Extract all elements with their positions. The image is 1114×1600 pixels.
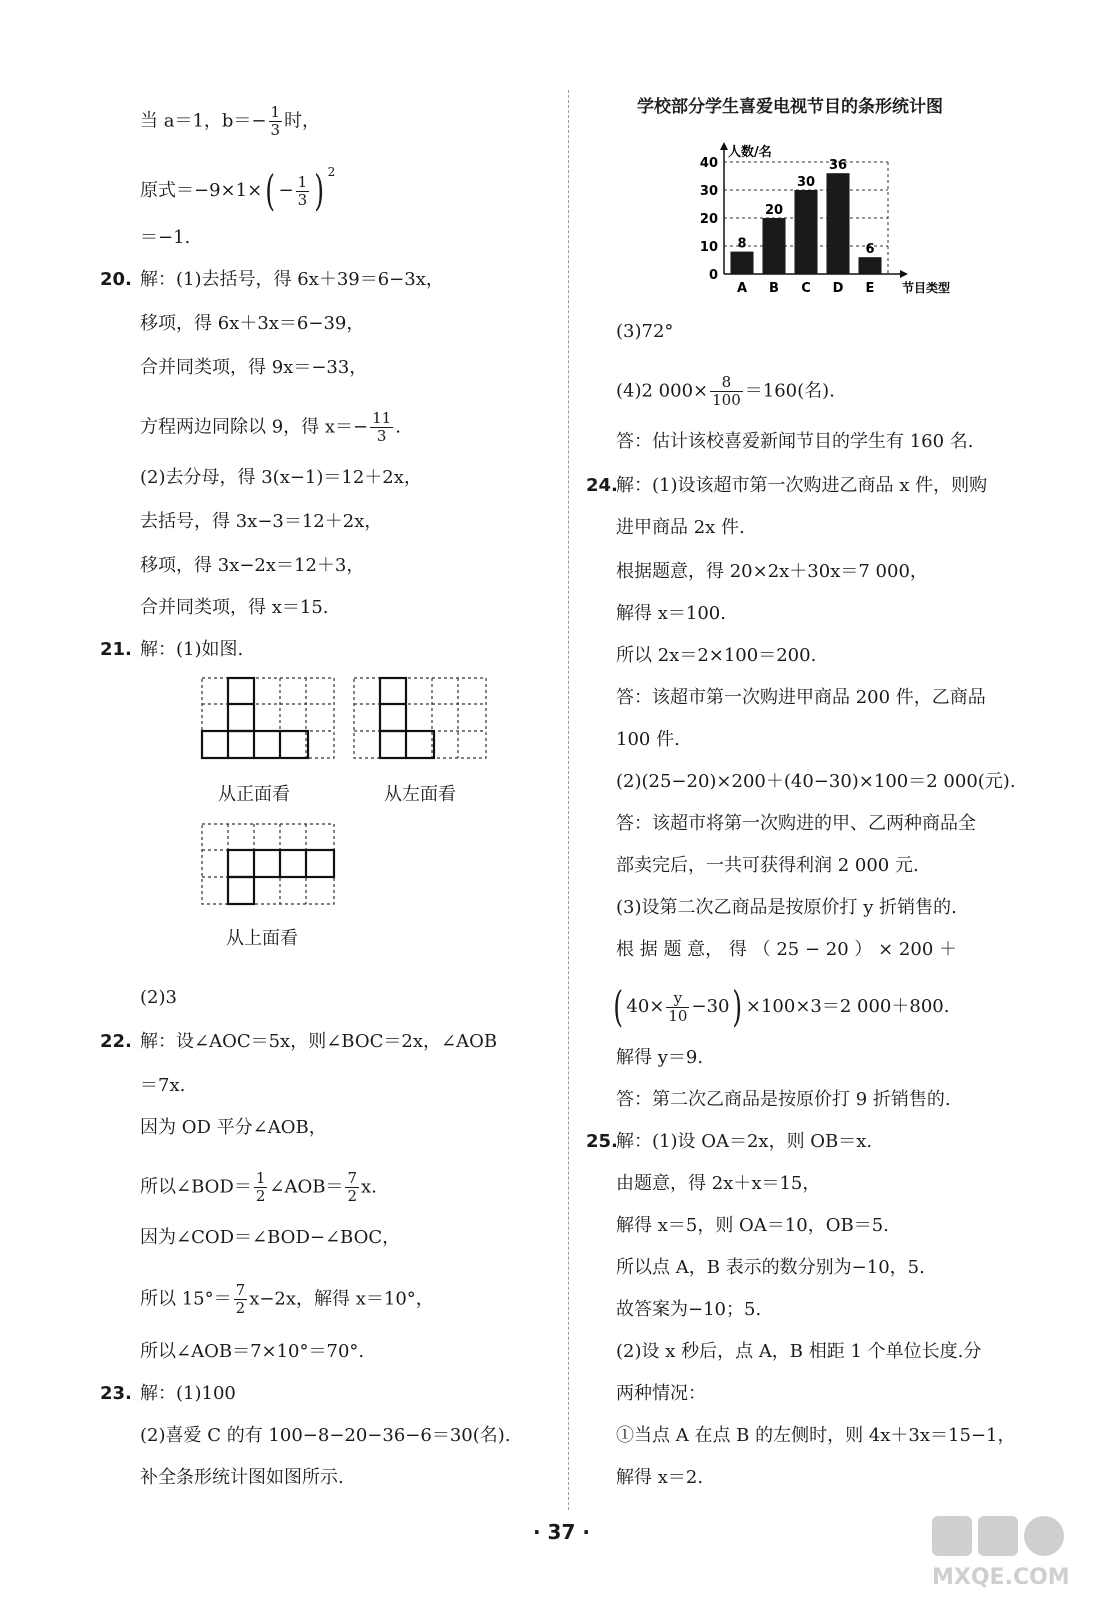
bar bbox=[826, 173, 849, 274]
question-number-21: 21. bbox=[100, 639, 132, 660]
bar-value-label: 8 bbox=[737, 236, 747, 252]
q24-line-13: ( 40× $\frac{y}{10}$ −30) ×100×3＝2 000＋800. bbox=[613, 982, 950, 1031]
question-number-22: 22. bbox=[100, 1031, 132, 1052]
chart-title: 学校部分学生喜爱电视节目的条形统计图 bbox=[637, 97, 943, 117]
q25-line-9: 解得 x＝2. bbox=[616, 1467, 704, 1488]
front-view-grid bbox=[200, 676, 340, 762]
q23-line-1: 解：(1)100 bbox=[140, 1383, 236, 1404]
q24-line-4: 解得 x＝100. bbox=[616, 603, 726, 624]
line-substitution bbox=[140, 104, 320, 139]
text: 当 a＝1，b＝− bbox=[140, 110, 267, 132]
q23-line-5: (4)2 000× $\frac{8}{100}$ ＝160(名). bbox=[616, 373, 835, 409]
q23-line-3: 补全条形统计图如图所示. bbox=[140, 1467, 344, 1488]
fraction: $\frac{1}{3}$ bbox=[270, 103, 281, 139]
svg-text:MXQE.COM: MXQE.COM bbox=[932, 1565, 1070, 1590]
bar-value-label: 36 bbox=[828, 158, 848, 174]
question-number-20: 20. bbox=[100, 269, 132, 290]
y-tick-label: 0 bbox=[708, 268, 718, 283]
q22-line-4: 所以∠BOD＝ $\frac{1}{2}$ ∠AOB＝ $\frac{7}{2}$ x. bbox=[140, 1169, 377, 1205]
q23-line-4: (3)72° bbox=[616, 321, 674, 342]
q21-line-2: (2)3 bbox=[140, 987, 177, 1008]
bar bbox=[858, 257, 881, 274]
caption-front-view: 从正面看 bbox=[218, 784, 290, 805]
q24-line-11: (3)设第二次乙商品是按原价打 y 折销售的. bbox=[616, 897, 957, 918]
fraction: $\frac{11}{3}$ bbox=[372, 409, 392, 445]
q25-line-8: ①当点 A 在点 B 的左侧时，则 4x＋3x＝15−1， bbox=[616, 1425, 1016, 1446]
q24-line-5: 所以 2x＝2×100＝200. bbox=[616, 645, 817, 666]
text: 时， bbox=[284, 110, 321, 132]
bar bbox=[794, 190, 817, 274]
q24-line-2: 进甲商品 2x 件. bbox=[616, 517, 745, 538]
q20-line-8: 合并同类项，得 x＝15. bbox=[140, 597, 329, 618]
column-divider bbox=[568, 90, 569, 1510]
q20-line-2: 移项，得 6x＋3x＝6−39， bbox=[140, 313, 365, 334]
question-number-25: 25. bbox=[586, 1131, 618, 1152]
q20-line-5: (2)去分母，得 3(x−1)＝12＋2x， bbox=[140, 467, 422, 488]
fraction: $\frac{1}{3}$ bbox=[297, 172, 308, 209]
q20-line-7: 移项，得 3x−2x＝12＋3， bbox=[140, 555, 365, 576]
line-result: ＝−1. bbox=[140, 227, 191, 248]
caption-left-view: 从左面看 bbox=[384, 784, 456, 805]
x-tick-label: A bbox=[736, 281, 748, 296]
q20-line-1: 解：(1)去括号，得 6x＋39＝6−3x， bbox=[140, 269, 444, 290]
q25-line-7: 两种情况： bbox=[616, 1383, 706, 1404]
x-axis-arrow bbox=[900, 270, 908, 278]
x-tick-label: C bbox=[801, 281, 811, 296]
y-tick-label: 40 bbox=[699, 156, 718, 171]
q25-line-4: 所以点 A，B 表示的数分别为−10，5. bbox=[616, 1257, 925, 1278]
page-number: · 37 · bbox=[533, 1520, 590, 1544]
q24-line-12: 根 据 题 意， 得 （ 25 − 20 ） × 200 ＋ bbox=[616, 939, 957, 960]
x-tick-label: D bbox=[832, 281, 844, 296]
q24-line-14: 解得 y＝9. bbox=[616, 1047, 704, 1068]
q24-line-7: 100 件. bbox=[616, 729, 680, 750]
q25-line-6: (2)设 x 秒后，点 A，B 相距 1 个单位长度.分 bbox=[616, 1341, 982, 1362]
q22-line-2: ＝7x. bbox=[140, 1075, 186, 1096]
caption-top-view: 从上面看 bbox=[226, 928, 298, 949]
bar bbox=[762, 218, 785, 274]
q22-line-3: 因为 OD 平分∠AOB， bbox=[140, 1117, 327, 1138]
question-number-24: 24. bbox=[586, 475, 618, 496]
bar-value-label: 30 bbox=[796, 175, 816, 190]
q25-line-1: 解：(1)设 OA＝2x，则 OB＝x. bbox=[616, 1131, 873, 1152]
q24-line-8: (2)(25−20)×200＋(40−30)×100＝2 000(元). bbox=[616, 771, 1016, 792]
q20-line-4: 方程两边同除以 9，得 x＝− $\frac{11}{3}$ . bbox=[140, 409, 401, 445]
bar-value-label: 20 bbox=[764, 203, 784, 218]
q24-line-9: 答：该超市将第一次购进的甲、乙两种商品全 bbox=[616, 813, 976, 834]
q24-line-10: 部卖完后，一共可获得利润 2 000 元. bbox=[616, 855, 919, 876]
q25-line-2: 由题意，得 2x＋x＝15， bbox=[616, 1173, 821, 1194]
q20-line-6: 去括号，得 3x−3＝12＋2x， bbox=[140, 511, 383, 532]
left-view-grid bbox=[352, 676, 492, 762]
bar-value-label: 6 bbox=[865, 242, 875, 258]
q21-line-1: 解：(1)如图. bbox=[140, 639, 244, 660]
q22-line-1: 解：设∠AOC＝5x，则∠BOC＝2x，∠AOB bbox=[140, 1031, 498, 1052]
watermark-logo bbox=[928, 1512, 1088, 1590]
q22-line-5: 因为∠COD＝∠BOD−∠BOC， bbox=[140, 1227, 401, 1248]
y-axis-label: 人数/名 bbox=[728, 145, 772, 160]
top-view-grid bbox=[200, 822, 340, 908]
q24-line-3: 根据题意，得 20×2x＋30x＝7 000， bbox=[616, 561, 928, 582]
bar bbox=[730, 252, 753, 274]
q25-line-3: 解得 x＝5，则 OA＝10，OB＝5. bbox=[616, 1215, 889, 1236]
question-number-23: 23. bbox=[100, 1383, 132, 1404]
text: 原式＝−9×1× bbox=[140, 180, 263, 201]
q20-line-3: 合并同类项，得 9x＝−33， bbox=[140, 357, 368, 378]
q25-line-5: 故答案为−10；5. bbox=[616, 1299, 762, 1320]
q23-line-6: 答：估计该校喜爱新闻节目的学生有 160 名. bbox=[616, 431, 974, 452]
q22-line-6: 所以 15°＝ $\frac{7}{2}$ x−2x，解得 x＝10°， bbox=[140, 1281, 434, 1317]
bar-chart bbox=[690, 130, 960, 300]
x-tick-label: E bbox=[865, 281, 875, 296]
q22-line-7: 所以∠AOB＝7×10°＝70°. bbox=[140, 1341, 365, 1362]
x-axis-label: 节目类型 bbox=[902, 281, 951, 295]
line-original: 原式＝−9×1×( − $\frac{1}{3}$ ) $^2$ bbox=[140, 165, 336, 215]
q23-line-2: (2)喜爱 C 的有 100−8−20−36−6＝30(名). bbox=[140, 1425, 511, 1446]
y-tick-label: 30 bbox=[699, 184, 718, 199]
q24-line-6: 答：该超市第一次购进甲商品 200 件，乙商品 bbox=[616, 687, 986, 708]
q24-line-15: 答：第二次乙商品是按原价打 9 折销售的. bbox=[616, 1089, 951, 1110]
x-tick-label: B bbox=[769, 281, 779, 296]
y-axis-arrow bbox=[720, 142, 728, 150]
y-tick-label: 20 bbox=[699, 212, 718, 227]
q24-line-1: 解：(1)设该超市第一次购进乙商品 x 件，则购 bbox=[616, 475, 988, 496]
y-tick-label: 10 bbox=[699, 240, 718, 255]
